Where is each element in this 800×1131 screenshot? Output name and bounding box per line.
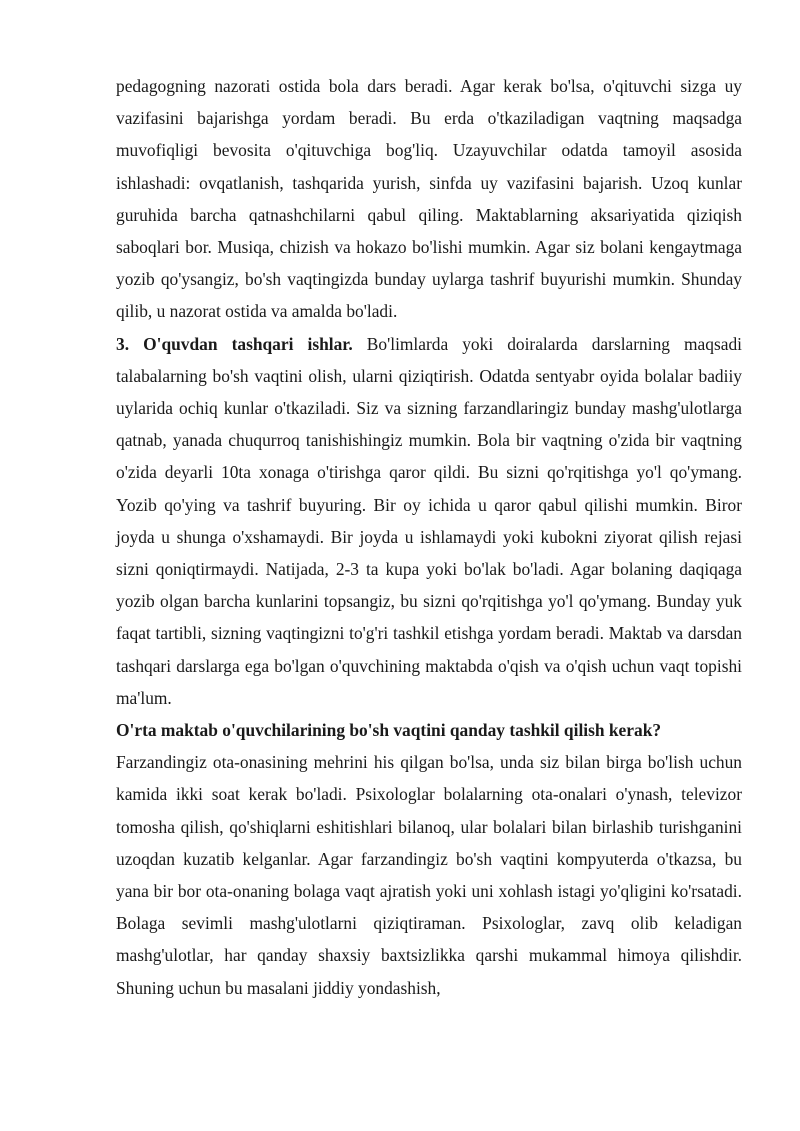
section-heading: O'rta maktab o'quvchilarining bo'sh vaqtini qanday tashkil qilish kerak? xyxy=(116,720,662,741)
paragraph-final: Farzandingiz ota-onasining mehrini his qilgan bo'lsa, unda siz bilan birga bo'lish uchun kamida ikki soat kerak bo'ladi. Psixologlar bolalarning ota-onalari o'ynash, televizor tomosha qilish, qo'shiqlarni eshitishlari bilanoq, ular bolalari bilan birlashib turishganini uzoqdan kuzatib kelganlar. Agar farzandingiz bo'sh vaqtini kompyuterda o'tkazsa, bu yana bir bor ota-onaning bolaga vaqt ajratish yoki uni xohlash istagi yo'qligini ko'rsatadi. Bolaga sevimli mashg'ulotlarni qiziqtiraman. Psixologlar, zavq olib keladigan mashg'ulotlar, har qanday shaxsiy baxtsizlikka qarshi mukammal himoya qilishdir. Shuning uchun bu masalani jiddiy yondashish, xyxy=(116,752,742,998)
section-3-heading: 3. O'quvdan tashqari ishlar. xyxy=(116,333,353,354)
section-3-body: Bo'limlarda yoki doiralarda darslarning maqsadi talabalarning bo'sh vaqtini olish, ularni qiziqtirish. Odatda sentyabr oyida bolalar badiiy uylarida ochiq kunlar o'tkaziladi. Siz va sizning farzandlaringiz bunday mashg'ulotlarga qatnab, yanada chuqurroq tanishishingiz mumkin. Bola bir vaqtning o'zida bir vaqtning o'zida deyarli 10ta xonaga o'tirishga qaror qildi. Bu sizni qo'rqitishga yo'l qo'ymang. Yozib qo'ying va tashrif buyuring. Bir oy ichida u qaror qabul qilishi mumkin. Biror joyda u shunga o'xshamaydi. Bir joyda u ishlamaydi yoki kubokni ziyorat qilish rejasi sizni qoniqtirmaydi. Natijada, 2-3 ta kupa yoki bo'lak bo'ladi. Agar bolaning daqiqaga yozib olgan barcha kunlarini topsangiz, bu sizni qo'rqitishga yo'l qo'ymang. Bunday yuk faqat tartibli, sizning vaqtingizni to'g'ri tashkil etishga yordam beradi. Maktab va darsdan tashqari darslarga ega bo'lgan o'quvchining maktabda o'qish va o'qish uchun vaqt topishi ma'lum. xyxy=(116,333,742,708)
document-page xyxy=(116,70,742,1004)
paragraph-section-3 xyxy=(116,328,742,714)
paragraph-intro: pedagogning nazorati ostida bola dars beradi. Agar kerak bo'lsa, o'qituvchi sizga uy vazifasini bajarishga yordam beradi. Bu erda o'tkaziladigan vaqtning maqsadga muvofiqligi bevosita o'qituvchiga bog'liq. Uzayuvchilar odatda tamoyil asosida ishlashadi: ovqatlanish, tashqarida yurish, sinfda uy vazifasini bajarish. Uzoq kunlar guruhida barcha qatnashchilarni qabul qiling. Maktablarning aksariyatida qiziqish saboqlari bor. Musiqa, chizish va hokazo bo'lishi mumkin. Agar siz bolani kengaytmaga yozib qo'ysangiz, bo'sh vaqtingizda bunday uylarga tashrif buyurishi mumkin. Shunday qilib, u nazorat ostida va amalda bo'ladi. xyxy=(116,76,742,322)
